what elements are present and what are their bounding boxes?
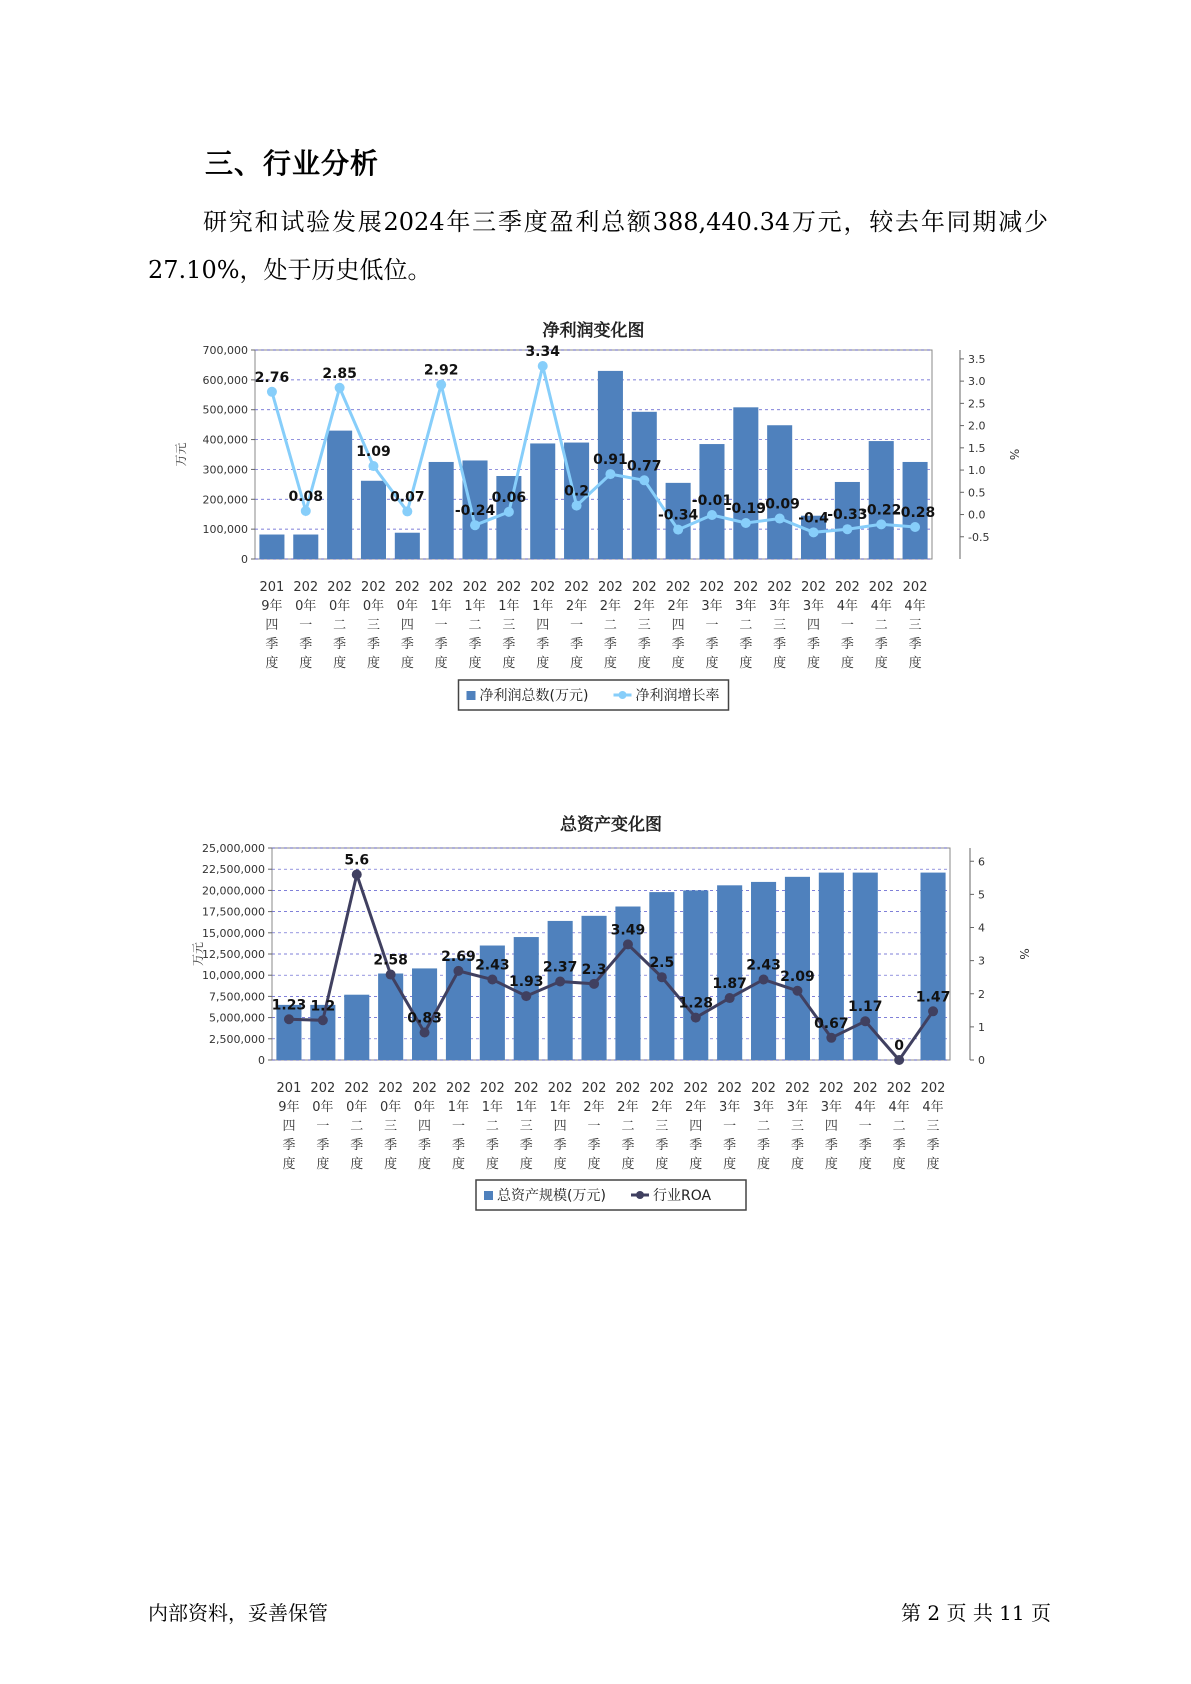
legend-bar-label: 总资产规模(万元) xyxy=(497,1188,606,1204)
x-tick-label: 202 2年二季度 xyxy=(615,1081,641,1172)
legend-bar-swatch xyxy=(484,1191,493,1200)
data-label: 1.87 xyxy=(712,976,747,993)
line-point xyxy=(420,1028,430,1038)
y2-tick-label: 2.5 xyxy=(968,397,986,411)
data-label: -0.4 xyxy=(798,510,829,527)
line-point xyxy=(487,975,497,985)
x-tick-label: 201 9年四季度 xyxy=(276,1081,302,1172)
y-tick-label: 25,000,000 xyxy=(202,842,265,855)
x-tick-label: 202 1年一季度 xyxy=(428,580,454,671)
data-label: 2.43 xyxy=(746,957,781,974)
data-label: 0.83 xyxy=(407,1010,442,1027)
data-label: 0 xyxy=(894,1038,905,1054)
bar xyxy=(683,890,708,1060)
line-point xyxy=(691,1013,701,1023)
line-point xyxy=(521,991,531,1001)
line-point xyxy=(402,506,412,516)
line-point xyxy=(453,966,463,976)
data-label: 1.47 xyxy=(915,989,951,1006)
x-tick-label: 202 4年一季度 xyxy=(852,1081,878,1172)
line-point xyxy=(725,993,735,1003)
x-tick-label: 202 4年二季度 xyxy=(868,580,894,671)
x-tick-label: 202 3年三季度 xyxy=(785,1081,810,1172)
line-point xyxy=(775,514,785,524)
net-profit-chart xyxy=(170,320,1050,780)
y-tick-label: 500,000 xyxy=(202,403,248,417)
bar xyxy=(496,476,521,559)
data-label: 3.49 xyxy=(610,922,646,939)
line-point xyxy=(759,975,769,985)
y-tick-label: 15,000,000 xyxy=(202,926,265,940)
legend-line-label: 行业ROA xyxy=(653,1188,712,1204)
bar xyxy=(344,995,369,1060)
line-point xyxy=(318,1015,328,1025)
x-tick-label: 202 3年一季度 xyxy=(699,580,725,671)
y2-tick-label: 1.0 xyxy=(968,464,986,478)
x-tick-label: 202 2年二季度 xyxy=(598,580,623,671)
legend-line-dot xyxy=(636,1191,644,1199)
line-point xyxy=(555,976,565,986)
data-label: 2.3 xyxy=(581,961,607,978)
data-label: 2.37 xyxy=(542,959,578,976)
data-label: 5.6 xyxy=(344,852,370,869)
y-tick-label: 2,500,000 xyxy=(209,1032,265,1046)
bar xyxy=(530,443,555,559)
bar xyxy=(767,425,792,559)
bar xyxy=(429,462,454,559)
bar xyxy=(717,885,742,1060)
y2-tick-label: 1 xyxy=(978,1020,985,1034)
y2-tick-label: 1.5 xyxy=(968,441,986,455)
bar xyxy=(327,431,352,559)
legend-bar-swatch xyxy=(467,691,476,700)
line-point xyxy=(860,1016,870,1026)
section-heading: 三、行业分析 xyxy=(205,147,380,180)
x-tick-label: 202 1年三季度 xyxy=(513,1081,539,1172)
x-tick-label: 201 9年四季度 xyxy=(259,580,285,671)
data-label: 0.91 xyxy=(593,452,628,469)
line-point xyxy=(707,510,717,520)
x-tick-label: 202 1年四季度 xyxy=(547,1081,573,1172)
bar xyxy=(293,535,318,559)
data-label: 0.07 xyxy=(390,489,425,506)
line-point xyxy=(657,972,667,982)
data-label: 1.93 xyxy=(508,974,544,991)
line-point xyxy=(301,506,311,516)
line-point xyxy=(284,1014,294,1024)
x-tick-label: 202 4年一季度 xyxy=(834,580,860,671)
x-tick-label: 202 4年二季度 xyxy=(886,1081,912,1172)
x-tick-label: 202 0年一季度 xyxy=(310,1081,336,1172)
data-label: 2.5 xyxy=(649,955,675,972)
data-label: -0.22 xyxy=(861,502,902,519)
data-label: 0.77 xyxy=(627,458,662,475)
x-tick-label: 202 2年四季度 xyxy=(683,1081,709,1172)
bar xyxy=(395,533,420,559)
data-label: 2.76 xyxy=(254,369,290,386)
x-tick-label: 202 1年四季度 xyxy=(530,580,556,671)
data-label: 2.43 xyxy=(475,957,510,974)
y-tick-label: 0 xyxy=(258,1054,265,1067)
line-point xyxy=(928,1006,938,1016)
data-label: -0.33 xyxy=(827,507,868,524)
data-label: 1.28 xyxy=(678,995,714,1012)
chart-svg-2 xyxy=(170,815,1050,1260)
line-point xyxy=(623,939,633,949)
x-tick-label: 202 0年三季度 xyxy=(378,1081,404,1172)
bar xyxy=(921,873,946,1060)
data-label: 2.85 xyxy=(322,365,357,382)
y-axis-label: 万元 xyxy=(174,442,188,467)
footer-page-number: 第 2 页 共 11 页 xyxy=(901,1601,1051,1625)
line-point xyxy=(470,520,480,530)
legend-bar-label: 净利润总数(万元) xyxy=(479,688,589,704)
data-label: -0.24 xyxy=(454,503,496,520)
y-tick-label: 400,000 xyxy=(202,433,248,447)
bar xyxy=(361,481,386,559)
line-point xyxy=(572,501,582,511)
chart-title: 净利润变化图 xyxy=(542,321,645,341)
data-label: -0.01 xyxy=(691,492,733,509)
x-tick-label: 202 3年四季度 xyxy=(801,580,826,671)
data-label: 2.09 xyxy=(780,968,815,985)
line-point xyxy=(741,518,751,528)
line-point xyxy=(267,387,277,397)
legend-line-dot xyxy=(619,691,627,699)
chart-svg-1 xyxy=(170,320,1050,780)
x-tick-label: 202 2年三季度 xyxy=(631,580,657,671)
line-point xyxy=(910,522,920,532)
x-tick-label: 202 2年一季度 xyxy=(564,580,589,671)
y2-tick-label: 3.5 xyxy=(968,352,986,366)
bar xyxy=(378,974,403,1060)
x-tick-label: 202 2年一季度 xyxy=(581,1081,607,1172)
y2-tick-label: -0.5 xyxy=(968,530,990,544)
y2-axis-label: % xyxy=(1007,448,1021,461)
x-tick-label: 202 0年四季度 xyxy=(412,1081,437,1172)
y-tick-label: 7,500,000 xyxy=(209,990,265,1004)
x-tick-label: 202 3年三季度 xyxy=(767,580,793,671)
y-tick-label: 600,000 xyxy=(202,373,248,387)
x-tick-label: 202 3年二季度 xyxy=(751,1081,776,1172)
x-tick-label: 202 2年三季度 xyxy=(649,1081,675,1172)
x-tick-label: 202 0年二季度 xyxy=(344,1081,370,1172)
line-point xyxy=(335,383,345,393)
y2-tick-label: 3.0 xyxy=(968,375,986,389)
summary-paragraph: 研究和试验发展2024年三季度盈利总额388,440.34万元，较去年同期减少27.10%，处于历史低位。 xyxy=(148,208,1048,284)
x-tick-label: 202 1年三季度 xyxy=(496,580,522,671)
data-label: -0.09 xyxy=(759,496,800,513)
line-point xyxy=(673,525,683,535)
x-tick-label: 202 4年三季度 xyxy=(902,580,928,671)
bar xyxy=(733,407,758,559)
line-point xyxy=(589,979,599,989)
data-label: 1.09 xyxy=(356,444,391,461)
y2-tick-label: 0 xyxy=(978,1054,985,1067)
data-label: 2.92 xyxy=(423,362,459,379)
data-label: 0.08 xyxy=(288,488,324,505)
x-tick-label: 202 4年三季度 xyxy=(920,1081,946,1172)
line-point xyxy=(352,870,362,880)
line-point xyxy=(826,1033,836,1043)
line-point xyxy=(368,461,378,471)
y-tick-label: 20,000,000 xyxy=(202,884,265,898)
y-tick-label: 300,000 xyxy=(202,463,248,477)
data-label: 0.06 xyxy=(491,489,527,506)
y-tick-label: 5,000,000 xyxy=(209,1011,265,1025)
data-label: 2.69 xyxy=(441,948,476,965)
data-label: 0.67 xyxy=(814,1015,849,1032)
bar xyxy=(548,921,573,1060)
chart-title: 总资产变化图 xyxy=(560,815,662,835)
x-tick-label: 202 1年二季度 xyxy=(479,1081,505,1172)
data-label: 1.17 xyxy=(847,999,883,1016)
y2-tick-label: 2 xyxy=(978,987,985,1001)
x-tick-label: 202 1年一季度 xyxy=(446,1081,471,1172)
data-label: 2.58 xyxy=(373,952,408,969)
line-point xyxy=(605,469,615,479)
y-tick-label: 12,500,000 xyxy=(202,948,265,961)
data-label: -0.19 xyxy=(725,500,767,517)
line-point xyxy=(842,524,852,534)
y2-tick-label: 4 xyxy=(978,921,985,935)
y-tick-label: 10,000,000 xyxy=(202,969,265,983)
line-point xyxy=(436,380,446,390)
y2-axis-label: % xyxy=(1017,948,1031,960)
data-label: 0.2 xyxy=(564,483,589,500)
y2-tick-label: 3 xyxy=(978,954,985,968)
x-tick-label: 202 0年四季度 xyxy=(394,580,420,671)
y2-tick-label: 2.0 xyxy=(968,419,986,433)
y-tick-label: 22,500,000 xyxy=(202,863,265,877)
data-label: 1.23 xyxy=(271,997,307,1014)
bar xyxy=(632,412,657,559)
y2-tick-label: 0.5 xyxy=(968,486,986,500)
data-label: 3.34 xyxy=(525,344,560,361)
y-tick-label: 700,000 xyxy=(202,344,248,357)
footer-confidential-note: 内部资料，妥善保管 xyxy=(148,1601,328,1625)
line-point xyxy=(386,970,396,980)
total-assets-chart xyxy=(170,815,1050,1260)
y2-tick-label: 0.0 xyxy=(968,508,986,522)
line-point xyxy=(504,507,514,517)
bar xyxy=(259,535,284,559)
line-point xyxy=(876,519,886,529)
data-label: 1.2 xyxy=(310,998,336,1015)
x-tick-label: 202 0年一季度 xyxy=(293,580,319,671)
y2-tick-label: 5 xyxy=(978,888,985,902)
line-point xyxy=(639,475,649,485)
x-tick-label: 202 3年一季度 xyxy=(717,1081,743,1172)
x-tick-label: 202 3年二季度 xyxy=(733,580,759,671)
line-point xyxy=(809,527,819,537)
y-axis-label: 万元 xyxy=(191,941,205,967)
y-tick-label: 100,000 xyxy=(202,523,248,537)
line-point xyxy=(538,361,548,371)
y-tick-label: 0 xyxy=(241,553,248,566)
x-tick-label: 202 0年三季度 xyxy=(361,580,386,671)
y-tick-label: 200,000 xyxy=(202,493,248,507)
x-tick-label: 202 1年二季度 xyxy=(462,580,488,671)
x-tick-label: 202 0年二季度 xyxy=(327,580,353,671)
bar xyxy=(869,441,894,559)
data-label: -0.34 xyxy=(657,507,699,524)
data-label: -0.28 xyxy=(894,504,936,521)
line-point xyxy=(792,986,802,996)
y2-tick-label: 6 xyxy=(978,855,985,869)
x-tick-label: 202 3年四季度 xyxy=(818,1081,844,1172)
y-tick-label: 17,500,000 xyxy=(202,905,265,919)
legend-line-label: 净利润增长率 xyxy=(635,688,720,704)
line-point xyxy=(894,1055,904,1065)
x-tick-label: 202 2年四季度 xyxy=(665,580,691,671)
